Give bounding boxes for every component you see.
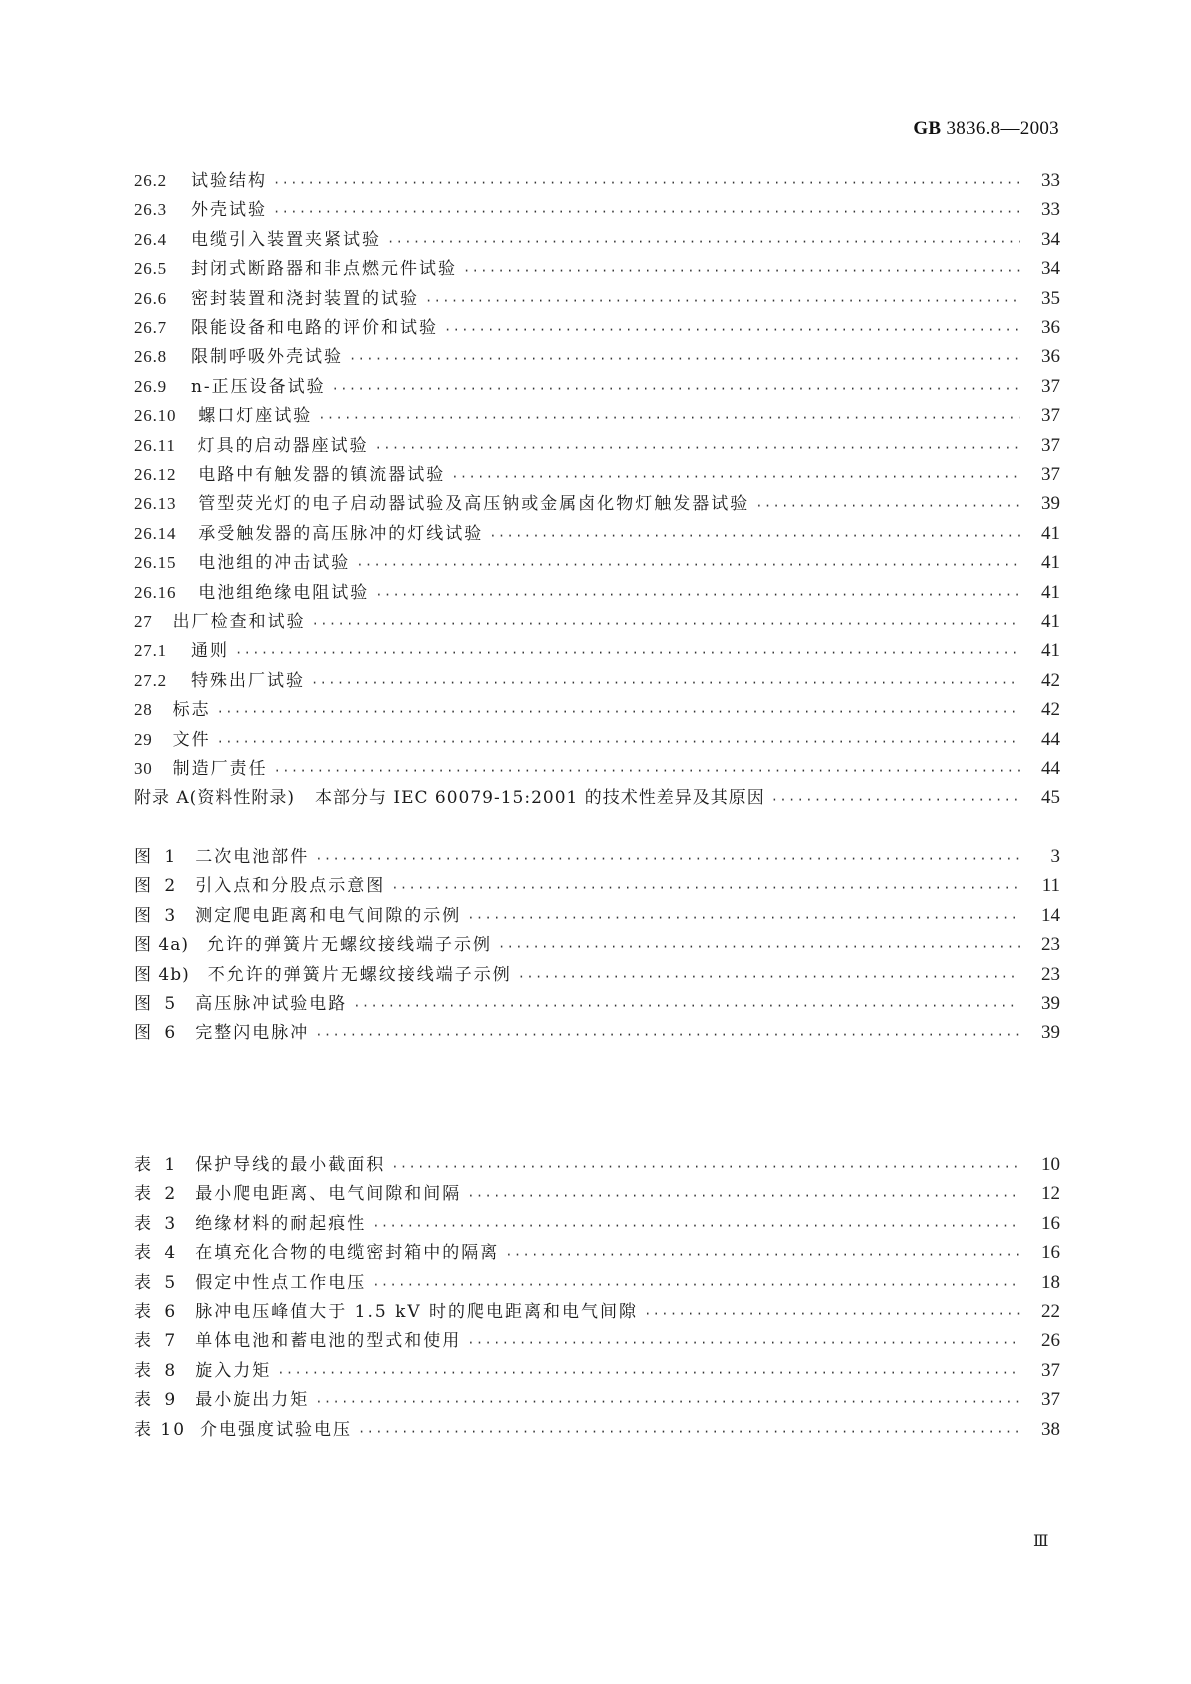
toc-title: 承受触发器的高压脉冲的灯线试验	[198, 523, 484, 544]
leader-dots	[274, 756, 1020, 786]
toc-entry[interactable]	[134, 666, 1060, 696]
leader-dots	[489, 521, 1020, 551]
toc-number: 26.13	[134, 494, 177, 514]
table-page-number: 37	[1041, 1359, 1060, 1381]
leader-dots	[349, 344, 1020, 374]
leader-dots	[353, 991, 1020, 1021]
table-entry[interactable]	[134, 1415, 1060, 1445]
table-number: 表 1	[134, 1155, 180, 1175]
toc-title: 螺口灯座试验	[198, 406, 313, 427]
table-page-number: 22	[1041, 1301, 1060, 1322]
table-title: 介电强度试验电压	[200, 1419, 353, 1440]
figure-number: 图 6	[134, 1023, 180, 1044]
figure-page-number: 3	[1050, 846, 1060, 867]
leader-dots	[315, 1020, 1020, 1050]
table-title: 保护导线的最小截面积	[195, 1155, 386, 1175]
toc-page-number: 34	[1041, 228, 1060, 250]
toc-entry[interactable]	[134, 313, 1060, 343]
toc-number: 26.12	[134, 465, 177, 484]
toc-title: 电池组的冲击试验	[198, 553, 351, 574]
toc-number: 26.6	[134, 288, 167, 308]
toc-title: 外壳试验	[190, 200, 267, 221]
figure-number: 图 5	[134, 994, 180, 1014]
figure-page-number: 11	[1041, 875, 1060, 897]
figure-title: 引入点和分股点示意图	[195, 876, 386, 897]
toc-number: 27.1	[134, 641, 167, 661]
standard-prefix: GB	[913, 118, 942, 139]
toc-title: 文件	[172, 729, 211, 750]
table-number: 表 7	[134, 1331, 180, 1352]
toc-page-number: 37	[1041, 405, 1060, 427]
toc-page-number: 37	[1041, 375, 1060, 397]
table-page-number: 12	[1041, 1183, 1060, 1205]
toc-page-number: 41	[1041, 552, 1060, 574]
leader-dots	[505, 1240, 1020, 1270]
toc-entry[interactable]	[134, 754, 1060, 784]
toc-title: 通则	[190, 641, 229, 662]
leader-dots	[332, 374, 1020, 404]
toc-title: n-正压设备试验	[190, 376, 326, 397]
toc-number: 26.7	[134, 318, 167, 337]
table-entry[interactable]	[134, 1179, 1060, 1209]
figure-page-number: 23	[1041, 934, 1060, 956]
toc-title: 标志	[172, 700, 211, 721]
leader-dots	[356, 550, 1020, 580]
table-number: 表 6	[134, 1302, 180, 1322]
table-title: 旋入力矩	[195, 1360, 272, 1381]
toc-entry[interactable]	[134, 254, 1060, 284]
figure-entry[interactable]	[134, 1018, 1060, 1048]
toc-page-number: 36	[1041, 346, 1060, 368]
leader-dots	[451, 462, 1020, 492]
toc-page-number: 33	[1041, 170, 1060, 191]
leader-dots	[498, 932, 1020, 962]
toc-number: 26.16	[134, 582, 177, 602]
toc-number: 26.9	[134, 376, 167, 396]
table-number: 表 4	[134, 1243, 180, 1264]
toc-number: 28	[134, 700, 153, 720]
toc-number: 26.5	[134, 259, 167, 279]
toc-title: 电路中有触发器的镇流器试验	[198, 465, 446, 485]
leader-dots	[467, 903, 1020, 933]
toc-entry[interactable]	[134, 372, 1060, 402]
document-header	[913, 118, 1059, 140]
figure-entry[interactable]	[134, 960, 1060, 990]
figure-title: 完整闪电脉冲	[195, 1023, 310, 1044]
leader-dots	[312, 609, 1020, 639]
standard-number: 3836.8—2003	[946, 118, 1059, 139]
table-entry[interactable]	[134, 1297, 1060, 1327]
toc-page-number: 41	[1041, 611, 1060, 632]
toc-title: 电缆引入装置夹紧试验	[190, 229, 381, 250]
leader-dots	[217, 727, 1020, 757]
toc-entry[interactable]	[134, 225, 1060, 255]
leader-dots	[467, 1181, 1020, 1211]
leader-dots	[755, 491, 1020, 521]
leader-dots	[277, 1358, 1020, 1388]
toc-number: 26.14	[134, 523, 177, 543]
table-entry[interactable]	[134, 1238, 1060, 1268]
toc-number: 26.15	[134, 553, 177, 573]
table-number: 表 8	[134, 1360, 180, 1381]
figure-title: 高压脉冲试验电路	[195, 994, 348, 1014]
toc-page-number: 42	[1041, 669, 1060, 691]
toc-title: 灯具的启动器座试验	[197, 435, 369, 456]
toc-number: 27.2	[134, 670, 167, 690]
toc-entry[interactable]	[134, 695, 1060, 725]
leader-dots	[372, 1270, 1020, 1300]
toc-page-number: 41	[1041, 581, 1060, 603]
toc-number: 30	[134, 759, 153, 778]
table-entry[interactable]	[134, 1268, 1060, 1298]
table-entry[interactable]	[134, 1385, 1060, 1415]
table-title: 单体电池和蓄电池的型式和使用	[195, 1331, 462, 1352]
toc-title: 制造厂责任	[172, 759, 268, 779]
toc-page-number: 44	[1041, 728, 1060, 750]
toc-title: 限制呼吸外壳试验	[190, 347, 343, 368]
figure-entry[interactable]	[134, 930, 1060, 960]
table-entry[interactable]	[134, 1150, 1060, 1180]
toc-entry[interactable]	[134, 607, 1060, 637]
toc-number: 26.4	[134, 229, 167, 249]
leader-dots	[444, 315, 1020, 345]
leader-dots	[391, 1152, 1020, 1182]
leader-dots	[235, 638, 1020, 668]
leader-dots	[391, 873, 1020, 903]
table-title: 假定中性点工作电压	[195, 1272, 367, 1293]
toc-entry[interactable]	[134, 401, 1060, 431]
toc-entry[interactable]	[134, 636, 1060, 666]
toc-number: 26.8	[134, 347, 167, 367]
toc-entry-appendix[interactable]	[134, 783, 1060, 813]
toc-number: 29	[134, 729, 153, 749]
figure-title: 不允许的弹簧片无螺纹接线端子示例	[207, 964, 512, 985]
toc-title: 本部分与 IEC 60079-15:2001 的技术性差异及其原因	[314, 788, 765, 809]
toc-page-number: 37	[1041, 464, 1060, 485]
toc-page-number: 37	[1041, 434, 1060, 456]
figure-title: 测定爬电距离和电气间隙的示例	[195, 905, 462, 926]
table-page-number: 16	[1041, 1242, 1060, 1264]
leader-dots	[372, 1211, 1020, 1241]
table-page-number: 16	[1041, 1212, 1060, 1234]
figure-page-number: 39	[1041, 993, 1060, 1014]
toc-entry[interactable]	[134, 725, 1060, 755]
figure-number: 图 3	[134, 905, 180, 926]
toc-entry[interactable]	[134, 578, 1060, 608]
toc-entry[interactable]	[134, 519, 1060, 549]
leader-dots	[518, 962, 1020, 992]
leader-dots	[217, 697, 1020, 727]
table-entry[interactable]	[134, 1209, 1060, 1239]
toc-entry[interactable]	[134, 195, 1060, 225]
figure-entry[interactable]	[134, 901, 1060, 931]
leader-dots	[273, 197, 1020, 227]
toc-page-number: 35	[1041, 287, 1060, 309]
page-number-footer: Ⅲ	[1033, 1533, 1048, 1550]
table-page-number: 18	[1041, 1271, 1060, 1293]
leader-dots	[375, 580, 1020, 610]
table-number: 表 5	[134, 1272, 180, 1293]
figure-number: 图 4a)	[134, 935, 189, 956]
table-page-number: 26	[1041, 1330, 1060, 1352]
leader-dots	[315, 844, 1020, 874]
leader-dots	[318, 403, 1020, 433]
table-number: 表 9	[134, 1390, 180, 1411]
toc-number: 26.10	[134, 406, 177, 426]
toc-title: 封闭式断路器和非点燃元件试验	[190, 259, 457, 280]
table-page-number: 10	[1041, 1154, 1060, 1175]
toc-entry[interactable]	[134, 548, 1060, 578]
table-entry[interactable]	[134, 1356, 1060, 1386]
toc-page-number: 33	[1041, 199, 1060, 221]
figure-entry[interactable]	[134, 871, 1060, 901]
leader-dots	[644, 1299, 1020, 1329]
toc-title: 试验结构	[190, 171, 267, 191]
toc-number: 26.11	[134, 435, 176, 455]
toc-page-number: 42	[1041, 699, 1060, 721]
table-title: 绝缘材料的耐起痕性	[195, 1213, 367, 1234]
figure-page-number: 14	[1041, 904, 1060, 926]
figure-entry[interactable]	[134, 989, 1060, 1019]
table-title: 最小旋出力矩	[195, 1390, 310, 1411]
leader-dots	[425, 286, 1020, 316]
table-title: 在填充化合物的电缆密封箱中的隔离	[195, 1243, 500, 1264]
appendix-label: 附录 A(资料性附录)	[134, 788, 295, 809]
toc-entry[interactable]	[134, 489, 1060, 519]
toc-title: 密封装置和浇封装置的试验	[190, 288, 419, 309]
toc-title: 电池组绝缘电阻试验	[198, 582, 370, 603]
table-entry[interactable]	[134, 1326, 1060, 1356]
leader-dots	[273, 168, 1020, 198]
figure-number: 图 1	[134, 847, 180, 867]
figure-title: 允许的弹簧片无螺纹接线端子示例	[207, 935, 492, 956]
figure-number: 图 2	[134, 876, 180, 897]
toc-title: 管型荧光灯的电子启动器试验及高压钠或金属卤化物灯触发器试验	[198, 494, 750, 515]
figure-title: 二次电池部件	[195, 847, 310, 867]
leader-dots	[463, 256, 1020, 286]
leader-dots	[387, 227, 1020, 257]
toc-title: 出厂检查和试验	[172, 612, 306, 632]
toc-entry[interactable]	[134, 284, 1060, 314]
toc-page-number: 41	[1041, 640, 1060, 662]
toc-page-number: 41	[1041, 522, 1060, 544]
figure-entry[interactable]	[134, 842, 1060, 872]
table-title: 脉冲电压峰值大于 1.5 kV 时的爬电距离和电气间隙	[195, 1302, 639, 1322]
toc-title: 特殊出厂试验	[190, 670, 305, 691]
toc-title: 限能设备和电路的评价和试验	[190, 318, 438, 338]
leader-dots	[311, 668, 1020, 698]
toc-number: 26.2	[134, 171, 167, 190]
table-page-number: 37	[1041, 1389, 1060, 1411]
leader-dots	[771, 785, 1020, 815]
toc-page-number: 34	[1041, 258, 1060, 280]
toc-page-number: 36	[1041, 317, 1060, 338]
leader-dots	[358, 1417, 1020, 1447]
toc-number: 26.3	[134, 200, 167, 220]
toc-entry[interactable]	[134, 166, 1060, 196]
leader-dots	[375, 433, 1020, 463]
toc-entry[interactable]	[134, 460, 1060, 490]
leader-dots	[315, 1387, 1020, 1417]
toc-entry[interactable]	[134, 431, 1060, 461]
figure-page-number: 23	[1041, 963, 1060, 985]
toc-page-number: 44	[1041, 758, 1060, 779]
toc-entry[interactable]	[134, 342, 1060, 372]
toc-number: 27	[134, 612, 153, 631]
table-number: 表 3	[134, 1213, 180, 1234]
table-number: 表 10	[134, 1419, 187, 1440]
figure-number: 图 4b)	[134, 964, 190, 985]
table-title: 最小爬电距离、电气间隙和间隔	[195, 1184, 462, 1205]
toc-page-number: 39	[1041, 493, 1060, 515]
toc-page-number: 45	[1041, 787, 1060, 809]
table-number: 表 2	[134, 1184, 180, 1205]
figure-page-number: 39	[1041, 1022, 1060, 1044]
table-page-number: 38	[1041, 1418, 1060, 1440]
leader-dots	[467, 1328, 1020, 1358]
